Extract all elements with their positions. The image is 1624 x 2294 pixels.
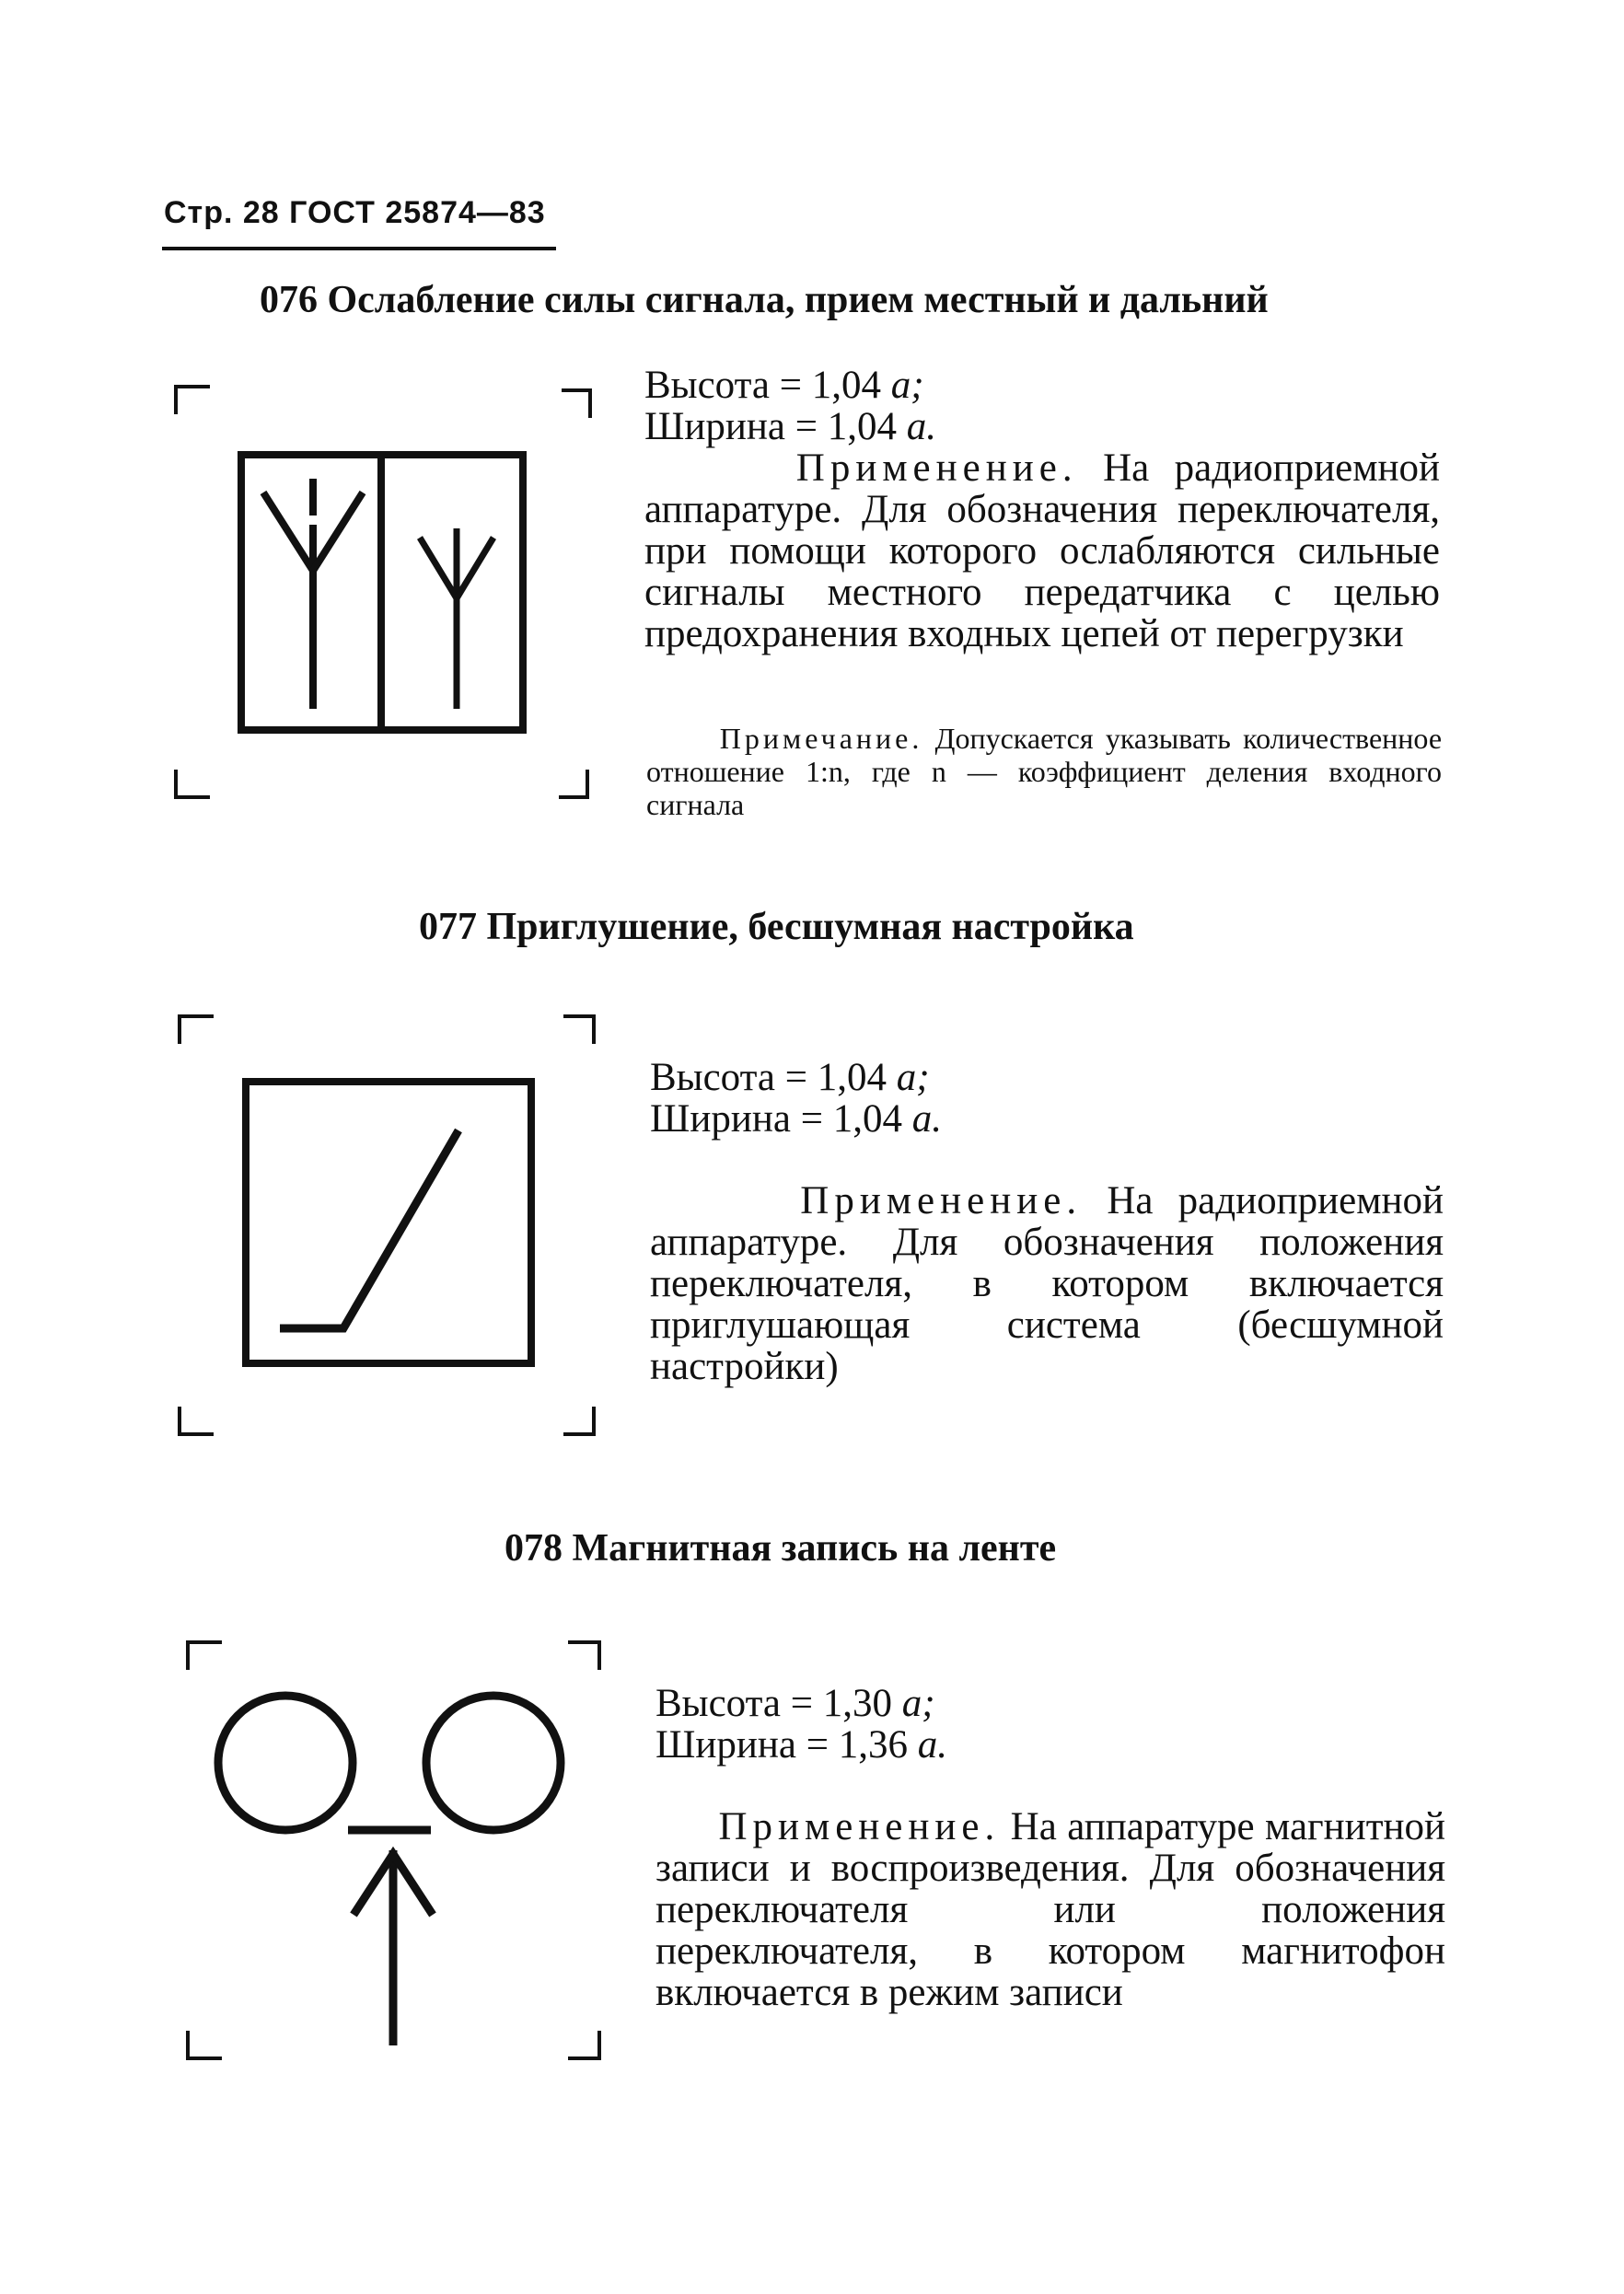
height-value: Высота = 1,04 a; <box>650 1056 930 1099</box>
width-value: Ширина = 1,04 a. <box>650 1097 942 1141</box>
magnetic-tape-record-icon <box>218 1696 561 2045</box>
usage-paragraph: Применение. На радиоприемной аппаратуре. Для обозначения переключателя, при помощи которого ослабляются сильные сигналы местного передатчика с целью предохранения входных цепей от перегрузки <box>644 446 1440 655</box>
standard-number: ГОСТ 25874—83 <box>289 195 546 230</box>
section-077-description <box>650 1057 1444 1387</box>
section-076-note: Примечание. Допускается указывать количественное отношение 1:n, где n — коэффициент деления входного сигнала <box>646 722 1443 821</box>
width-value: Ширина = 1,04 a. <box>644 405 936 448</box>
section-title-077: 077 Приглушение, бесшумная настройка <box>419 906 1134 948</box>
page-number: Стр. 28 <box>164 195 280 230</box>
muting-icon <box>246 1082 531 1363</box>
usage-paragraph: Применение. На аппаратуре магнитной записи и воспроизведения. Для обозначения переключателя или положения переключателя, в котором магнитофон включается в режим записи <box>655 1805 1446 2014</box>
section-076-description <box>644 365 1440 655</box>
antenna-attenuation-icon <box>241 455 523 730</box>
height-value: Высота = 1,04 a; <box>644 364 924 407</box>
section-title-078: 078 Магнитная запись на ленте <box>505 1527 1057 1570</box>
usage-paragraph: Применение. На радиоприемной аппаратуре. Для обозначения положения переключателя, в котором включается приглушающая система (бесшумной настройки) <box>650 1179 1444 1388</box>
width-value: Ширина = 1,36 a. <box>655 1723 947 1767</box>
section-078-description <box>655 1683 1445 2013</box>
section-title-076: 076 Ослабление силы сигнала, прием местный и дальний <box>260 279 1269 321</box>
height-value: Высота = 1,30 a; <box>655 1682 935 1725</box>
